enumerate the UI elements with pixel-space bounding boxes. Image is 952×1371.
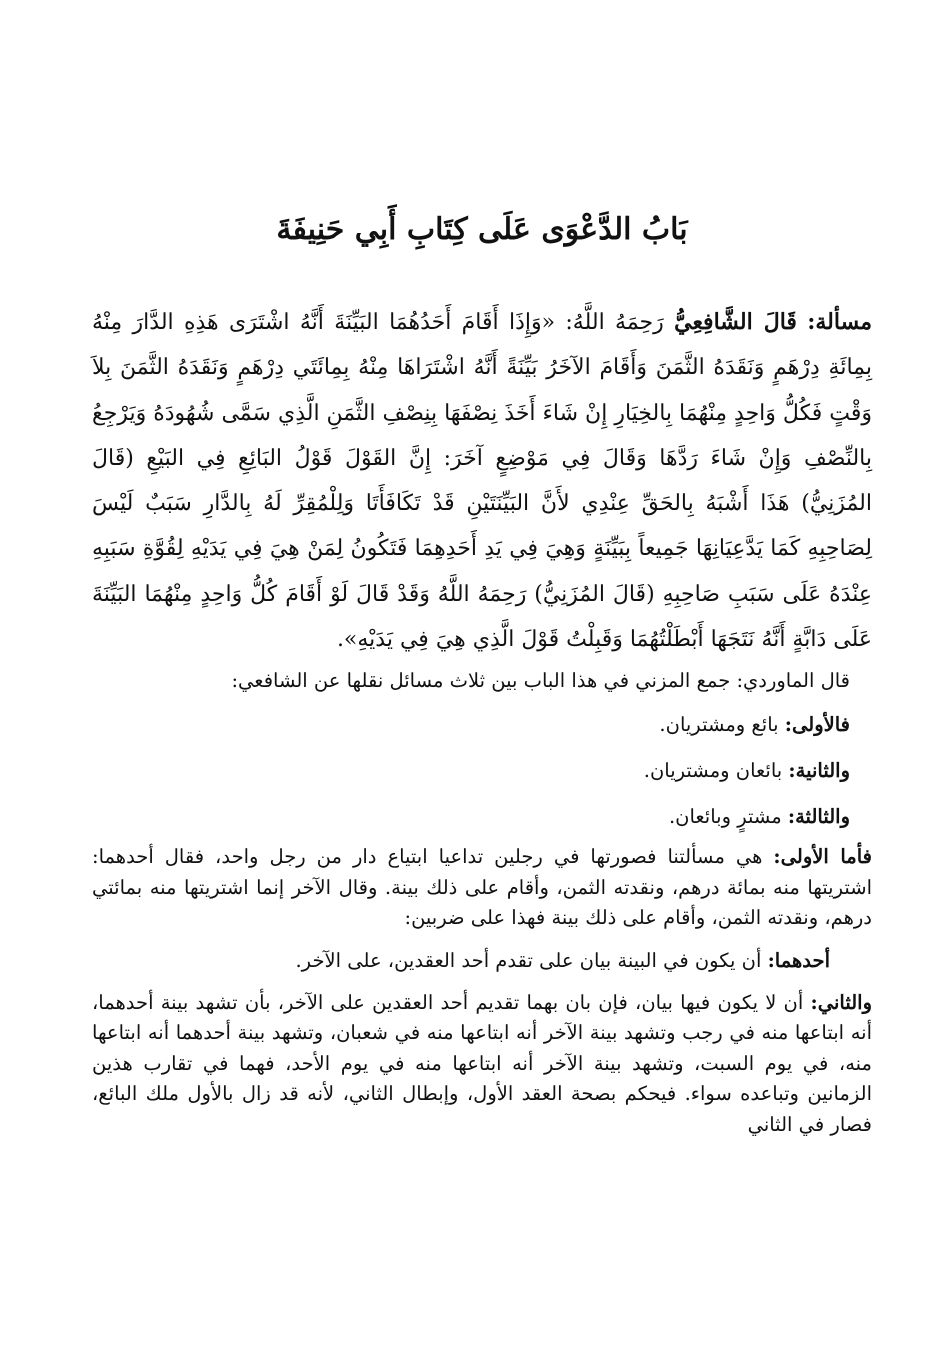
case-item [92,756,872,786]
case-label: فالأولى: [784,713,850,736]
issue-label: مسألة: [807,309,872,335]
case-label: والثانية: [788,759,850,782]
issue-paragraph [92,300,872,662]
kind-two-text: أن لا يكون فيها بيان، فإن بان بهما تقديم أحد العقدين على الآخر، بأن تشهد بينة أحدهما، أنه ابتاعها منه في رجب وتشهد بينة الآخر أنه ابتاعها منه في شعبان، وتشهد بينة أحدهما أنه ابتاعها منه، في يوم السبت، وتشهد بينة الآخر أنه ابتاعها منه في يوم الأحد، فهما في تقارب هذين الزمانين وتباعده سواء. فيحكم بصحة العقد الأول، وإبطال الثاني، لأنه قد زال بالأول ملك البائع، فصار في الثاني [92,990,872,1136]
kind-two-paragraph [92,988,872,1141]
kind-one-label: أحدهما: [767,948,830,972]
kind-one [92,946,872,976]
first-case-label: فأما الأولى: [773,845,872,868]
case-item [92,802,872,832]
kind-two-label: والثاني: [810,990,873,1014]
case-text: بائعان ومشتريان. [643,759,783,782]
chapter-title: بَابُ الدَّعْوَى عَلَى كِتَابِ أَبِي حَنِيفَةَ [276,212,688,247]
issue-text: رَحِمَهُ اللَّهُ: «وَإِذَا أَقَامَ أَحَدُهُمَا البَيِّنَةَ أَنَّهُ اشْتَرَى هَذِهِ الدَّارَ مِنْهُ بِمِائَةِ دِرْهَمٍ وَنَقَدَهُ الثَّمَنَ وَأَقَامَ الآخَرُ بَيِّنَةً أَنَّهُ اشْتَرَاهَا مِنْهُ بِمِائَتَي دِرْهَمٍ وَنَقَدَهُ الثَّمَنَ بِلاَ وَقْتٍ فَكُلُّ وَاحِدٍ مِنْهُمَا بِالخِيَارِ إِنْ شَاءَ أَخَذَ نِصْفَهَا بِنِصْفِ الثَّمَنِ الَّذِي سَمَّى شُهُودَهُ وَيَرْجِعُ بِالنِّصْفِ وَإِنْ شَاءَ رَدَّهَا وَقَالَ فِي مَوْضِعٍ آخَرَ: إِنَّ القَوْلَ قَوْلُ البَائِعِ فِي البَيْعِ (قَالَ المُزَنِيُّ) هَذَا أَشْبَهُ بِالحَقِّ عِنْدِي لأَنَّ البَيِّنَتَيْنِ قَدْ تَكَافَأَتَا وَلِلْمُقِرِّ لَهُ بِالدَّارِ سَبَبٌ لَيْسَ لِصَاحِبِهِ كَمَا يَدَّعِيَانِهَا جَمِيعاً بِبَيِّنَةٍ وَهِيَ فِي يَدِ أَحَدِهِمَا فَتَكُونُ لِمَنْ هِيَ فِي يَدَيْهِ لِقُوَّةِ سَبَبِهِ عِنْدَهُ عَلَى سَبَبِ صَاحِبِهِ (قَالَ المُزَنِيُّ) رَحِمَهُ اللَّهُ وَقَدْ قَالَ لَوْ أَقَامَ كُلُّ وَاحِدٍ مِنْهُمَا البَيِّنَةَ عَلَى دَابَّةٍ أَنَّهُ نَتَجَهَا أَبْطَلْتُهُمَا وَقَبِلْتُ قَوْلَ الَّذِي هِيَ فِي يَدَيْهِ». [92,310,872,653]
kind-one-text: أن يكون في البينة بيان على تقدم أحد العقدين، على الآخر. [295,948,762,972]
case-item [92,710,872,740]
first-case-text: هي مسألتنا فصورتها في رجلين تداعيا ابتياع دار من رجل واحد، فقال أحدهما: اشتريتها منه بمائة درهم، ونقدته الثمن، وأقام على ذلك بينة. وقال الآخر إنما اشتريتها منه بمائتي درهم، ونقدته الثمن، وأقام على ذلك بينة فهذا على ضربين: [92,845,872,929]
commentary-intro: قال الماوردي: جمع المزني في هذا الباب بين ثلاث مسائل نقلها عن الشافعي: [231,669,850,692]
issue-attribution: قَالَ الشَّافِعِيُّ [674,309,797,335]
page [92,0,872,1371]
case-label: والثالثة: [787,805,850,828]
commentary [92,666,872,1140]
first-case-paragraph [92,842,872,934]
case-text: مشترٍ وبائعان. [668,805,782,828]
case-text: بائع ومشتريان. [659,713,779,736]
